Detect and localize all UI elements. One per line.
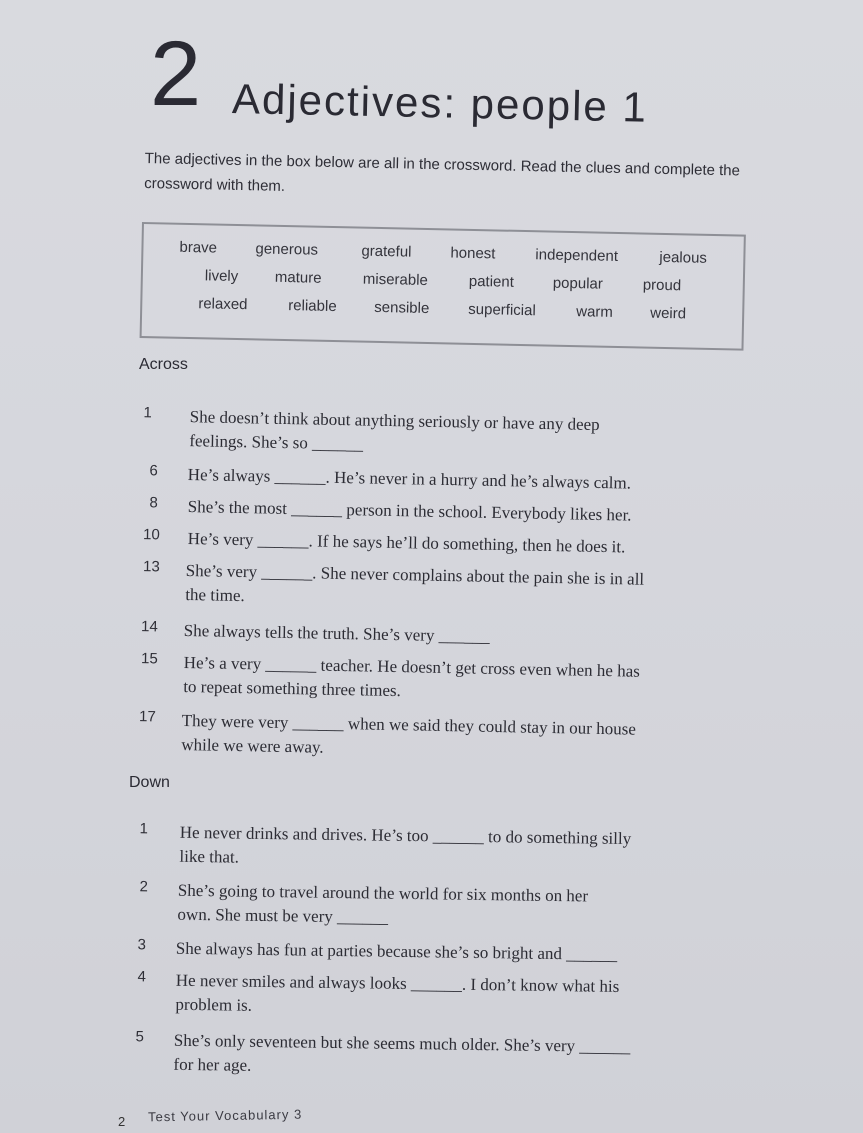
clue-down-5 <box>120 1028 680 1075</box>
word-item: jealous <box>659 248 708 267</box>
clue-number: 15 <box>140 650 158 668</box>
word-item: proud <box>642 276 682 295</box>
clue-across-8 <box>134 494 694 525</box>
clue-number: 17 <box>138 708 156 726</box>
clue-text: She’s only seventeen but she seems much older. She’s very ______ for her age. <box>173 1030 631 1075</box>
clue-text: She’s the most ______ person in the school. Everybody likes her. <box>187 497 632 525</box>
clue-across-6 <box>134 462 694 493</box>
word-item: weird <box>650 304 687 323</box>
book-title: Test Your Vocabulary 3 <box>147 1106 303 1125</box>
clue-number: 13 <box>142 558 160 576</box>
word-item: warm <box>576 303 614 321</box>
word-item: popular <box>552 274 604 293</box>
clue-number: 4 <box>137 968 146 986</box>
clue-number: 6 <box>149 462 158 480</box>
across-heading: Across <box>139 356 188 373</box>
clue-text: She’s very ______. She never complains about the pain she is in all the time. <box>185 560 645 606</box>
clue-number: 8 <box>149 494 158 512</box>
page-number: 2 <box>118 1114 126 1129</box>
clue-number: 10 <box>142 526 160 544</box>
clue-across-15 <box>134 650 694 701</box>
word-item: relaxed <box>198 295 248 314</box>
clue-text: She doesn’t think about anything seriously or have any deep feelings. She’s so ______ <box>189 407 600 454</box>
word-item: reliable <box>288 297 337 316</box>
clue-text: They were very ______ when we said they could stay in our house while we were away. <box>181 710 637 757</box>
word-box <box>140 222 746 351</box>
clue-across-17 <box>132 708 692 757</box>
word-item: honest <box>450 244 496 263</box>
word-item: lively <box>204 267 239 286</box>
word-item: independent <box>535 246 619 265</box>
clue-number: 1 <box>139 820 148 838</box>
clue-down-4 <box>122 968 682 1015</box>
clue-down-2 <box>124 878 684 927</box>
clue-text: She’s going to travel around the world for six months on her own. She must be very ______ <box>177 880 589 927</box>
clue-text: She always tells the truth. She’s very ______ <box>183 620 490 646</box>
instructions: The adjectives in the box below are all in the crossword. Read the clues and complete the crossword with them. <box>144 149 741 195</box>
clue-across-13 <box>136 558 696 606</box>
clue-number: 3 <box>137 936 146 954</box>
clue-across-1 <box>128 404 688 454</box>
clue-number: 14 <box>140 618 158 636</box>
clue-text: She always has fun at parties because she’s so bright and ______ <box>175 938 618 964</box>
clue-text: He’s very ______. If he says he’ll do something, then he does it. <box>187 528 626 557</box>
clue-number: 1 <box>143 404 152 422</box>
clue-number: 5 <box>135 1028 144 1046</box>
unit-title: Adjectives: people 1 <box>231 75 649 131</box>
clue-down-1 <box>124 820 684 867</box>
word-item: patient <box>468 272 515 291</box>
down-heading: Down <box>129 774 170 791</box>
clue-number: 2 <box>139 878 148 896</box>
clue-text: He’s a very ______ teacher. He doesn’t get cross even when he has to repeat something three times. <box>183 652 641 701</box>
clue-text: He’s always ______. He’s never in a hurry and he’s always calm. <box>187 465 632 493</box>
unit-number: 2 <box>150 23 202 125</box>
word-item: grateful <box>361 242 412 261</box>
clue-across-14 <box>134 618 694 646</box>
clue-text: He never drinks and drives. He’s too ______ to do something silly like that. <box>179 822 632 867</box>
word-item: sensible <box>374 298 430 318</box>
clue-across-10 <box>136 526 696 557</box>
clue-down-3 <box>122 936 682 964</box>
word-item: generous <box>255 240 319 259</box>
word-item: mature <box>274 268 322 287</box>
clue-text: He never smiles and always looks ______. I don’t know what his problem is. <box>175 970 620 1015</box>
word-item: miserable <box>362 270 429 289</box>
word-item: brave <box>179 238 218 257</box>
word-item: superficial <box>468 300 536 320</box>
